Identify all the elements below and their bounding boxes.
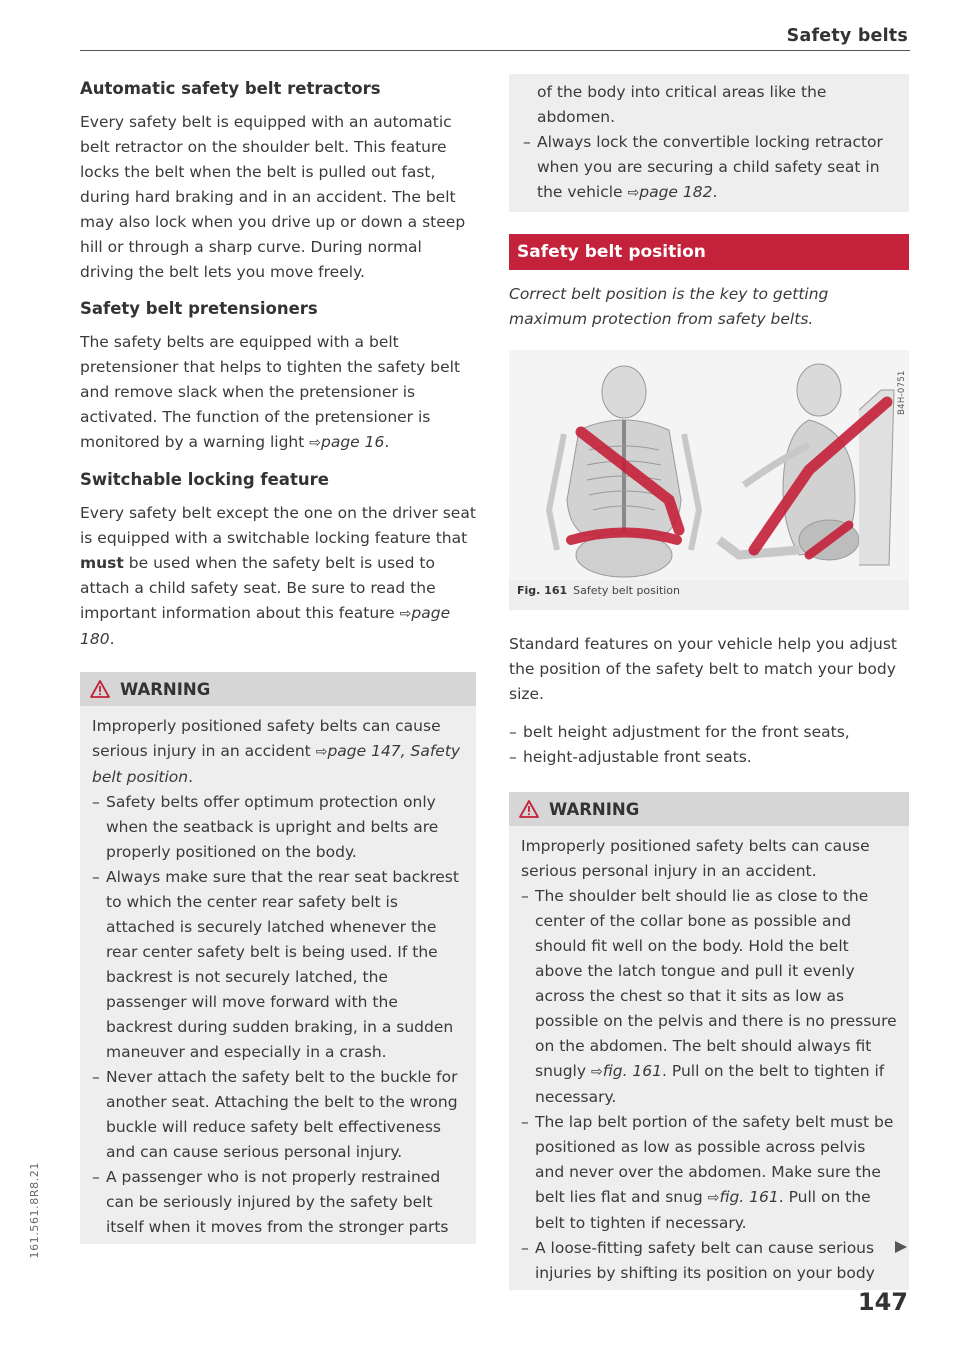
paragraph-pretensioners: The safety belts are equipped with a belt pretensioner that helps to tighten the safety belt and remove slack when the pretensioner is activated. The function of the pretensioner is monitored by a warning light ⇨page 16. — [80, 333, 461, 451]
arrow-right-icon: ⇨ — [399, 606, 412, 622]
warning-intro: Improperly positioned safety belts can cause serious personal injury in an accident. — [521, 837, 870, 880]
figure-caption: Fig. 161 Safety belt position — [517, 584, 681, 597]
warning-triangle-icon — [519, 800, 539, 818]
page-reference-link[interactable]: ⇨page 16 — [309, 433, 385, 451]
right-column — [509, 74, 909, 1290]
warning-content — [509, 826, 909, 1290]
warning-box — [509, 792, 909, 1290]
warning-triangle-icon — [90, 680, 110, 698]
warning-box — [80, 672, 476, 1244]
section-heading-belt-position: Safety belt position — [509, 234, 909, 270]
page-reference-link[interactable]: ⇨page 182 — [627, 183, 713, 201]
arrow-right-icon: ⇨ — [627, 185, 640, 201]
arrow-right-icon: ⇨ — [315, 744, 328, 760]
continuation-list — [523, 130, 895, 206]
figure-code: B4H-0751 — [897, 370, 907, 416]
list-item: – A loose-fitting safety belt can cause serious injuries by shifting its position on your body — [521, 1236, 897, 1286]
list-item: – Always lock the convertible locking retractor when you are securing a child safety seat in the vehicle ⇨page 182. — [523, 130, 895, 206]
list-item: – height-adjustable front seats. — [509, 745, 909, 770]
page-number: 147 — [857, 1288, 908, 1316]
arrow-right-icon: ⇨ — [309, 435, 321, 451]
paragraph-standard-features: Standard features on your vehicle help you adjust the position of the safety belt to match your body size. — [509, 635, 898, 703]
list-item: – A passenger who is not properly restrained can be seriously injured by the safety belt itself when it moves from the stronger parts — [92, 1165, 464, 1240]
warning-intro: Improperly positioned safety belts can cause serious injury in an accident ⇨page 147, Safety belt position. — [92, 717, 461, 786]
page-reference-link[interactable]: ⇨page 147, Safety belt position — [92, 742, 461, 786]
page-reference-link[interactable]: ⇨page 180 — [80, 604, 451, 648]
heading-retractors: Automatic safety belt retractors — [80, 79, 381, 98]
list-item: – belt height adjustment for the front seats, — [509, 720, 909, 745]
warning-header — [509, 792, 909, 826]
list-item: – Always make sure that the rear seat backrest to which the center rear safety belt is attached is securely latched whenever the rear center safety belt is being used. If the backrest is not securely latched, the passenger will move forward with the backrest during sudden braking, in a sudden maneuver and especially in a crash. — [92, 865, 464, 1065]
feature-list — [509, 720, 909, 770]
warning-list — [92, 790, 464, 1240]
continue-arrow-icon — [894, 1240, 908, 1254]
heading-pretensioners: Safety belt pretensioners — [80, 299, 318, 318]
arrow-right-icon: ⇨ — [590, 1064, 603, 1080]
figure-161 — [509, 350, 909, 610]
header-rule — [80, 50, 910, 51]
document-code: 161.561.8R8.21 — [28, 1162, 41, 1259]
list-item: – Safety belts offer optimum protection only when the seatback is upright and belts are properly positioned on the body. — [92, 790, 464, 865]
arrow-right-icon: ⇨ — [707, 1190, 720, 1206]
paragraph-retractors: Every safety belt is equipped with an automatic belt retractor on the shoulder belt. This feature locks the belt when the belt is pulled out fast, during hard braking and in an accident. The belt may also lock when you drive up or down a steep hill or through a sharp curve. During normal driving the belt lets you move freely. — [80, 113, 466, 281]
warning-content — [80, 706, 476, 1244]
left-column — [80, 78, 476, 1244]
running-header: Safety belts — [786, 26, 908, 46]
continuation-text: of the body into critical areas like the abdomen. — [537, 83, 827, 126]
warning-continuation-box — [509, 74, 909, 212]
emphasis-must: must — [80, 554, 124, 572]
figure-reference-link[interactable]: ⇨fig. 161 — [590, 1062, 663, 1080]
warning-header — [80, 672, 476, 706]
list-item: – Never attach the safety belt to the buckle for another seat. Attaching the belt to the wrong buckle will reduce safety belt effectiveness and can cause serious personal injury. — [92, 1065, 464, 1165]
figure-reference-link[interactable]: ⇨fig. 161 — [707, 1188, 779, 1206]
heading-locking-feature: Switchable locking feature — [80, 470, 329, 489]
list-item: – The lap belt portion of the safety belt must be positioned as low as possible across pelvis and never over the abdomen. Make sure the belt lies flat and snug ⇨fig. 161. Pull on the belt to tighten if necessary. — [521, 1110, 897, 1236]
warning-label: WARNING — [120, 679, 211, 699]
safety-belt-illustration — [509, 350, 909, 580]
warning-list — [521, 884, 897, 1286]
paragraph-locking-feature: Every safety belt except the one on the driver seat is equipped with a switchable locking feature that must be used when the safety belt is used to attach a child safety seat. Be sure to read the important information about this feature ⇨page 180. — [80, 504, 476, 648]
section-lead: Correct belt position is the key to getting maximum protection from safety belts. — [509, 285, 829, 328]
warning-label: WARNING — [549, 799, 640, 819]
list-item: – The shoulder belt should lie as close to the center of the collar bone as possible and should fit well on the body. Hold the belt above the latch tongue and pull it evenly across the chest so that it sits as low as possible on the pelvis and there is no pressure on the abdomen. The belt should always fit snugly ⇨fig. 161. Pull on the belt to tighten if necessary. — [521, 884, 897, 1110]
